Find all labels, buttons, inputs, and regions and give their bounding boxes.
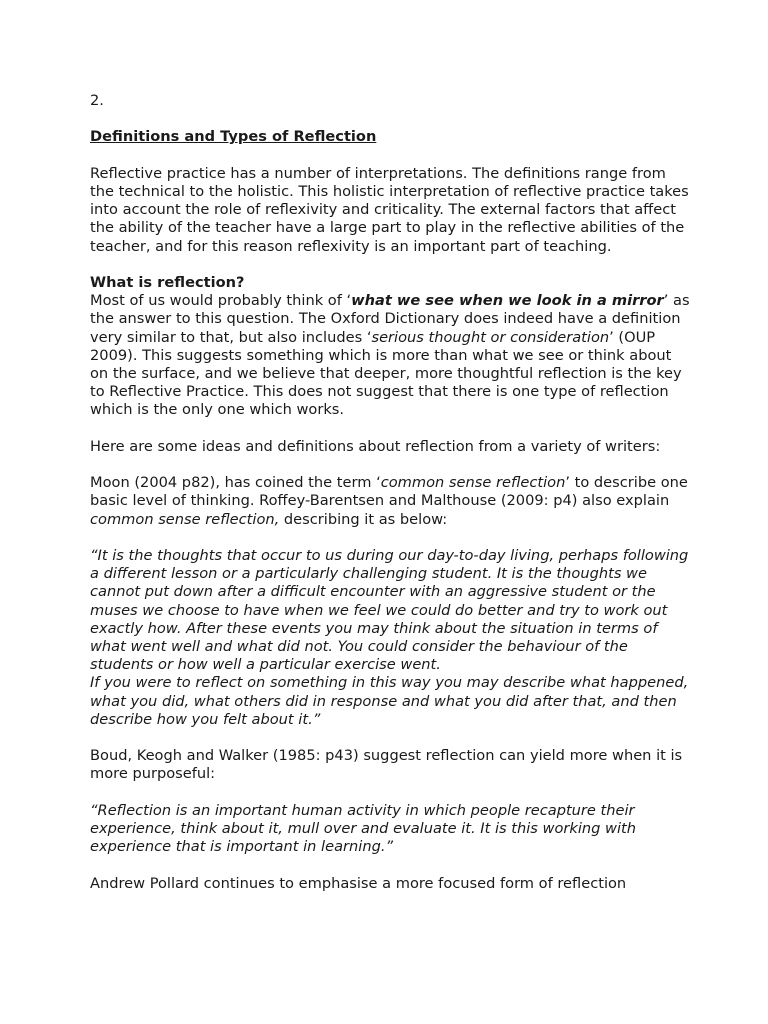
document-page [90, 92, 690, 893]
text-run: Moon (2004 p82), has coined the term ‘ [90, 474, 381, 492]
spacer [90, 456, 690, 474]
spacer [90, 420, 690, 438]
serious-thought-phrase: serious thought or consideration [371, 328, 610, 346]
ideas-intro-paragraph: Here are some ideas and definitions about reflection from a variety of writers: [90, 437, 661, 455]
quote-common-sense-reflection-continued: If you were to reflect on something in this way you may describe what happened, what you did, what others did in response and what you did after that, and then describe how you felt about it.” [90, 674, 689, 728]
spacer [90, 256, 690, 274]
text-run: ’ (OUP 2009). This suggests something which is more than what we see or think about on the surface, and we believe that deeper, more thoughtful reflection is the key to Reflective Practice. This does not suggest that there is one type of reflection which is the only one which works. [90, 328, 682, 419]
quote-common-sense-reflection: “It is the thoughts that occur to us during our day-to-day living, perhaps following a different lesson or a particularly challenging student. It is the thoughts we cannot put down after a difficult encounter with an aggressive student or the muses we choose to have when we feel we could do better and try to work out exactly how. After these events you may think about the situation in terms of what went well and what did not. You could consider the behaviour of the students or how well a particular exercise went. [90, 546, 689, 674]
quote-boud-keogh-walker: “Reflection is an important human activity in which people recapture their experience, think about it, mull over and evaluate it. It is this working with experience that is important in learning.” [90, 801, 636, 856]
section-heading: Definitions and Types of Reflection [90, 128, 377, 146]
intro-paragraph: Reflective practice has a number of interpretations. The definitions range from the technical to the holistic. This holistic interpretation of reflective practice takes into account the role of reflexivity and criticality. The external factors that affect the ability of the teacher have a large part to play in the reflective abilities of the teacher, and for this reason reflexivity is an important part of teaching. [90, 164, 689, 255]
text-run: ’ as the answer to this question. The Oxford Dictionary does indeed have a definition very similar to that, but also includes ‘ [90, 292, 690, 346]
moon-paragraph [90, 474, 690, 529]
spacer [90, 784, 690, 802]
common-sense-reflection-term: common sense reflection [380, 474, 566, 492]
page-number: 2. [90, 92, 104, 109]
spacer [90, 729, 690, 747]
pollard-paragraph: Andrew Pollard continues to emphasise a more focused form of reflection [90, 874, 627, 892]
what-is-reflection-paragraph [90, 292, 690, 419]
spacer [90, 147, 690, 165]
mirror-phrase: what we see when we look in a mirror [351, 292, 664, 310]
text-run: Most of us would probably think of ‘ [90, 292, 352, 310]
text-run: ’ to describe one basic level of thinking. Roffey-Barentsen and Malthouse (2009: p4) also explain [90, 474, 688, 510]
spacer [90, 110, 690, 128]
spacer [90, 529, 690, 547]
what-is-reflection-heading: What is reflection? [90, 273, 245, 291]
boud-paragraph: Boud, Keogh and Walker (1985: p43) suggest reflection can yield more when it is more purposeful: [90, 747, 683, 783]
common-sense-reflection-term: common sense reflection, [90, 510, 280, 528]
text-run: describing it as below: [279, 510, 448, 528]
spacer [90, 856, 690, 874]
